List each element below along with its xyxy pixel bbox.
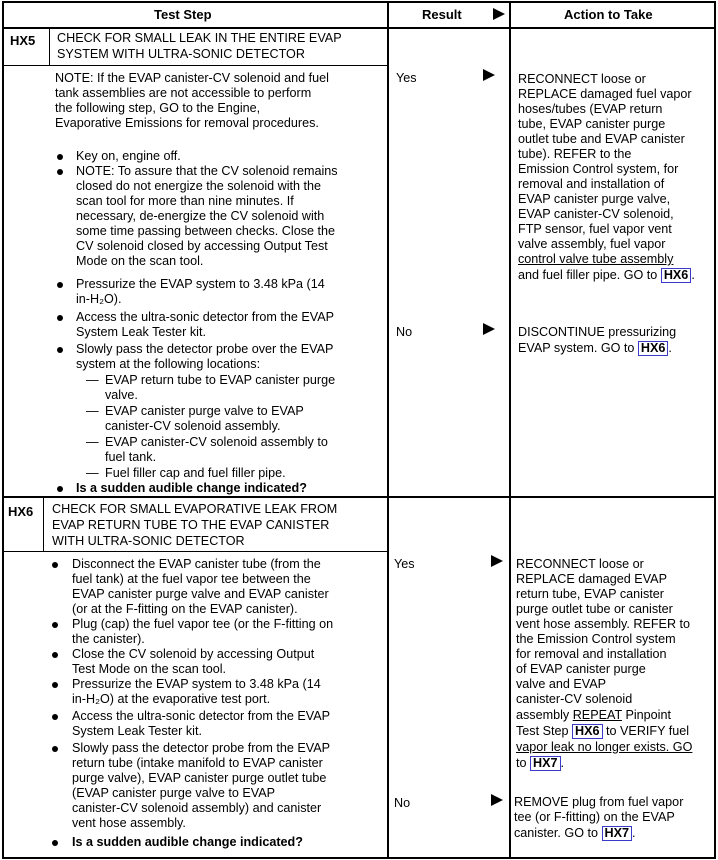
bullet-icon xyxy=(52,746,58,752)
action-text: canister. GO to xyxy=(514,826,598,840)
bullet-icon xyxy=(52,714,58,720)
step-code-hx5: HX5 xyxy=(10,33,36,48)
result-yes: Yes xyxy=(396,71,417,85)
action-text: FTP sensor, fuel vapor vent xyxy=(518,222,672,236)
action-text: REPLACE damaged fuel vapor xyxy=(518,87,692,101)
bullet-icon xyxy=(57,315,63,321)
code-column-divider-hx5 xyxy=(49,27,50,65)
step-link-hx6[interactable]: HX6 xyxy=(638,341,669,356)
result-yes: Yes xyxy=(394,557,415,571)
action-text: for removal and installation xyxy=(516,647,667,661)
instruction-text: fuel tank) at the fuel vapor tee between the xyxy=(72,572,311,586)
note-text: Evaporative Emissions for removal procedures. xyxy=(55,116,319,130)
table-border-right xyxy=(714,1,716,859)
instruction-text: Pressurize the EVAP system to 3.48 kPa (14 xyxy=(72,677,321,691)
question-text: Is a sudden audible change indicated? xyxy=(76,481,307,495)
bullet-icon xyxy=(52,622,58,628)
step-title-hx6: WITH ULTRA-SONIC DETECTOR xyxy=(52,534,245,548)
action-text: assembly xyxy=(516,708,570,722)
instruction-text: Test Mode on the scan tool. xyxy=(72,662,227,676)
action-text: EVAP canister-CV solenoid, xyxy=(518,207,674,221)
step-link-hx6[interactable]: HX6 xyxy=(661,268,692,283)
result-arrow-icon xyxy=(483,323,495,335)
action-text-with-link xyxy=(516,724,689,739)
dash-marker: — xyxy=(86,466,99,480)
action-text: valve and EVAP xyxy=(516,677,607,691)
action-text: REPLACE damaged EVAP xyxy=(516,572,667,586)
action-text-with-link: EVAP system. GO to HX6 . xyxy=(518,341,672,355)
action-text: EVAP canister purge valve, xyxy=(518,192,671,206)
title-divider-hx6 xyxy=(2,551,389,552)
action-text: tee (or F-fitting) on the EVAP xyxy=(514,810,675,824)
instruction-text: canister-CV solenoid assembly) and canister xyxy=(72,801,322,815)
location-text: EVAP return tube to EVAP canister purge xyxy=(105,373,336,387)
instruction-text: the canister). xyxy=(72,632,145,646)
action-text: to VERIFY fuel xyxy=(606,724,690,738)
action-text: tube, EVAP canister purge xyxy=(518,117,666,131)
header-result: Result xyxy=(422,7,462,22)
action-text: DISCONTINUE pressurizing xyxy=(518,325,677,339)
action-text-with-link: and fuel filler pipe. GO to HX6 . xyxy=(518,268,695,282)
header-arrow-icon xyxy=(493,8,505,20)
instruction-text: System Leak Tester kit. xyxy=(72,724,202,738)
action-text: vent hose assembly. REFER to xyxy=(516,617,691,631)
title-divider-hx5 xyxy=(2,65,389,66)
instruction-text: Slowly pass the detector probe from the EVAP xyxy=(72,741,331,755)
location-text: canister-CV solenoid assembly. xyxy=(105,419,281,433)
action-text-with-link: to HX7 . xyxy=(516,756,565,770)
instruction-text: Plug (cap) the fuel vapor tee (or the F-fitting on xyxy=(72,617,334,631)
instruction-text: some time passing between checks. Close the xyxy=(76,224,336,238)
bullet-icon xyxy=(57,486,63,492)
action-text: EVAP system. GO to xyxy=(518,341,635,355)
result-no: No xyxy=(396,325,413,339)
action-text: REPEAT xyxy=(572,708,622,722)
step-link-hx7[interactable]: HX7 xyxy=(530,756,561,771)
instruction-text: Mode on the scan tool. xyxy=(76,254,204,268)
header-divider xyxy=(2,27,716,29)
action-text: return tube, EVAP canister xyxy=(516,587,664,601)
instruction-text: Pressurize the EVAP system to 3.48 kPa (14 xyxy=(76,277,325,291)
bullet-icon xyxy=(52,652,58,658)
location-text: Fuel filler cap and fuel filler pipe. xyxy=(105,466,286,480)
bullet-icon xyxy=(52,840,58,846)
bullet-icon xyxy=(57,282,63,288)
action-text: REMOVE plug from fuel vapor xyxy=(514,795,684,809)
action-text: canister-CV solenoid xyxy=(516,692,633,706)
note-text: tank assemblies are not accessible to perform xyxy=(55,86,312,100)
result-arrow-icon xyxy=(483,69,495,81)
question-text: Is a sudden audible change indicated? xyxy=(72,835,303,849)
action-text-line xyxy=(516,708,671,723)
step-link-hx6[interactable]: HX6 xyxy=(572,724,603,739)
action-text: purge outlet tube or canister xyxy=(516,602,673,616)
location-text: fuel tank. xyxy=(105,450,157,464)
section-divider xyxy=(2,496,716,498)
step-title-hx6: EVAP RETURN TUBE TO THE EVAP CANISTER xyxy=(52,518,330,532)
action-text: RECONNECT loose or xyxy=(518,72,646,86)
instruction-text: System Leak Tester kit. xyxy=(76,325,206,339)
instruction-text: Access the ultra-sonic detector from the EVAP xyxy=(72,709,331,723)
dash-marker: — xyxy=(86,373,99,387)
step-title-hx6: CHECK FOR SMALL EVAPORATIVE LEAK FROM xyxy=(52,502,338,516)
note-text: NOTE: If the EVAP canister-CV solenoid and fuel xyxy=(55,71,329,85)
instruction-text: system at the following locations: xyxy=(76,357,261,371)
action-text: valve assembly, fuel vapor xyxy=(518,237,666,251)
code-column-divider-hx6 xyxy=(43,496,44,551)
bullet-icon xyxy=(57,154,63,160)
dash-marker: — xyxy=(86,404,99,418)
instruction-text: Key on, engine off. xyxy=(76,149,181,163)
location-text: EVAP canister-CV solenoid assembly to xyxy=(105,435,328,449)
step-link-hx7[interactable]: HX7 xyxy=(602,826,633,841)
note-text: the following step, GO to the Engine, xyxy=(55,101,261,115)
location-text: EVAP canister purge valve to EVAP xyxy=(105,404,304,418)
action-text-with-link: canister. GO to HX7 . xyxy=(514,826,636,840)
instruction-text: EVAP canister purge valve and EVAP canister xyxy=(72,587,329,601)
instruction-text: return tube (intake manifold to EVAP canister xyxy=(72,756,323,770)
bullet-icon xyxy=(57,169,63,175)
column-divider-action xyxy=(509,1,511,859)
bullet-icon xyxy=(52,562,58,568)
action-text: control valve tube assembly xyxy=(518,252,674,266)
action-text: vapor leak no longer exists. GO xyxy=(516,740,693,754)
bullet-icon xyxy=(52,682,58,688)
action-text: of EVAP canister purge xyxy=(516,662,646,676)
instruction-text: Access the ultra-sonic detector from the EVAP xyxy=(76,310,335,324)
result-arrow-icon xyxy=(491,555,503,567)
header-test-step: Test Step xyxy=(154,7,212,22)
action-text: RECONNECT loose or xyxy=(516,557,644,571)
action-text: the Emission Control system xyxy=(516,632,676,646)
instruction-text: NOTE: To assure that the CV solenoid remains xyxy=(76,164,338,178)
instruction-text: (EVAP canister purge valve to EVAP xyxy=(72,786,275,800)
action-text: hoses/tubes (EVAP return xyxy=(518,102,663,116)
dash-marker: — xyxy=(86,435,99,449)
table-border-left xyxy=(2,1,4,859)
action-text: Pinpoint xyxy=(625,708,671,722)
result-arrow-icon xyxy=(491,794,503,806)
step-title-hx5: SYSTEM WITH ULTRA-SONIC DETECTOR xyxy=(57,47,305,61)
table-border-bottom xyxy=(2,857,716,859)
instruction-text: vent hose assembly. xyxy=(72,816,186,830)
instruction-text: Disconnect the EVAP canister tube (from the xyxy=(72,557,321,571)
instruction-text: Close the CV solenoid by accessing Output xyxy=(72,647,315,661)
instruction-text: in-H₂O). xyxy=(76,292,122,306)
instruction-text: purge valve), EVAP canister purge outlet tube xyxy=(72,771,327,785)
bullet-icon xyxy=(57,347,63,353)
action-text: outlet tube and EVAP canister xyxy=(518,132,685,146)
action-text: and fuel filler pipe. GO to xyxy=(518,268,658,282)
step-title-hx5: CHECK FOR SMALL LEAK IN THE ENTIRE EVAP xyxy=(57,31,342,45)
instruction-text: necessary, de-energize the CV solenoid with xyxy=(76,209,325,223)
action-text: to xyxy=(516,756,527,770)
instruction-text: Slowly pass the detector probe over the EVAP xyxy=(76,342,334,356)
result-no: No xyxy=(394,796,411,810)
column-divider-result xyxy=(387,1,389,859)
action-text: Emission Control system, for xyxy=(518,162,679,176)
action-text: removal and installation of xyxy=(518,177,665,191)
instruction-text: scan tool for more than nine minutes. If xyxy=(76,194,294,208)
location-text: valve. xyxy=(105,388,138,402)
instruction-text: CV solenoid closed by accessing Output Test xyxy=(76,239,328,253)
header-action: Action to Take xyxy=(564,7,653,22)
action-text: tube). REFER to the xyxy=(518,147,632,161)
table-border-top xyxy=(2,1,716,3)
step-code-hx6: HX6 xyxy=(8,504,34,519)
action-text: Test Step xyxy=(516,724,569,738)
instruction-text: closed do not energize the solenoid with the xyxy=(76,179,322,193)
instruction-text: in-H₂O) at the evaporative test port. xyxy=(72,692,271,706)
instruction-text: (or at the F-fitting on the EVAP canister). xyxy=(72,602,298,616)
